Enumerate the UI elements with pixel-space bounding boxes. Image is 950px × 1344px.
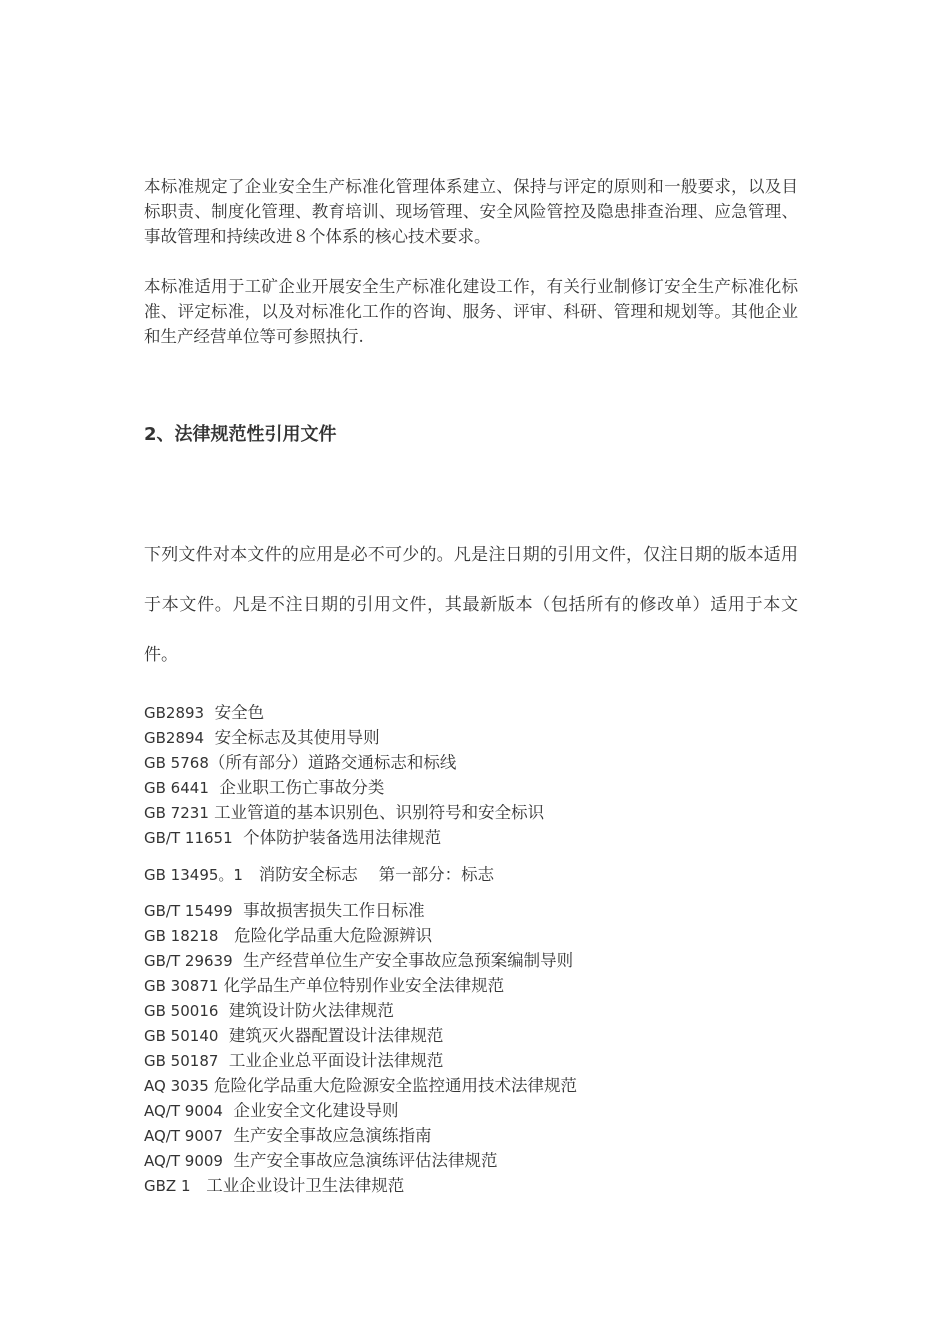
reference-item <box>144 998 804 1023</box>
reference-separator <box>233 828 244 847</box>
reference-code: GB 13495。1 <box>144 866 243 884</box>
reference-title: 安全标志及其使用导则 <box>214 728 380 747</box>
reference-title: 个体防护装备选用法律规范 <box>243 828 442 847</box>
reference-item <box>144 825 804 850</box>
reference-item <box>144 973 804 998</box>
reference-code: GB/T 11651 <box>144 829 233 847</box>
reference-title: （所有部分）道路交通标志和标线 <box>208 753 457 772</box>
reference-code: GB 30871 <box>144 977 219 995</box>
reference-item <box>144 1073 804 1098</box>
reference-list <box>144 700 804 1198</box>
reference-code: GB 18218 <box>144 927 219 945</box>
reference-title: 消防安全标志 第一部分：标志 <box>258 865 495 884</box>
reference-title: 企业职工伤亡事故分类 <box>219 778 385 797</box>
reference-item <box>144 775 804 800</box>
reference-title: 建筑设计防火法律规范 <box>228 1001 394 1020</box>
reference-code: AQ/T 9009 <box>144 1152 223 1170</box>
reference-separator <box>191 1176 207 1195</box>
reference-separator <box>223 1126 234 1145</box>
reference-separator <box>204 703 215 722</box>
reference-title: 生产安全事故应急演练指南 <box>233 1126 432 1145</box>
reference-item <box>144 700 804 725</box>
reference-title: 工业企业总平面设计法律规范 <box>228 1051 444 1070</box>
reference-code: AQ/T 9004 <box>144 1102 223 1120</box>
reference-item <box>144 1173 804 1198</box>
reference-title: 安全色 <box>214 703 265 722</box>
reference-separator <box>223 1101 234 1120</box>
section-intro-paragraph: 下列文件对本文件的应用是必不可少的。凡是注日期的引用文件，仅注日期的版本适用于本文件。凡是不注日期的引用文件，其最新版本（包括所有的修改单）适用于本文件。 <box>144 545 798 665</box>
reference-separator <box>233 951 244 970</box>
reference-item <box>144 1123 804 1148</box>
reference-separator <box>218 1001 229 1020</box>
reference-item <box>144 898 804 923</box>
reference-separator <box>233 901 244 920</box>
reference-code: GB 50140 <box>144 1027 219 1045</box>
reference-code: AQ/T 9007 <box>144 1127 223 1145</box>
reference-item <box>144 750 804 775</box>
reference-code: GB 50187 <box>144 1052 219 1070</box>
reference-title: 生产安全事故应急演练评估法律规范 <box>233 1151 498 1170</box>
reference-item <box>144 1148 804 1173</box>
reference-item <box>144 1098 804 1123</box>
reference-title: 危险化学品重大危险源安全监控通用技术法律规范 <box>214 1076 577 1095</box>
reference-separator <box>209 778 220 797</box>
reference-title: 工业企业设计卫生法律规范 <box>206 1176 405 1195</box>
reference-code: GB 6441 <box>144 779 209 797</box>
scope-paragraph: 本标准规定了企业安全生产标准化管理体系建立、保持与评定的原则和一般要求，以及目标职责、制度化管理、教育培训、现场管理、安全风险管控及隐患排查治理、应急管理、事故管理和持续改进８个体系的核心技术要求。 <box>144 177 798 246</box>
reference-title: 生产经营单位生产安全事故应急预案编制导则 <box>243 951 574 970</box>
reference-code: GB/T 29639 <box>144 952 233 970</box>
reference-separator <box>218 1051 229 1070</box>
reference-title: 事故损害损失工作日标准 <box>243 901 425 920</box>
reference-item <box>144 948 804 973</box>
reference-code: GB 7231 <box>144 804 209 822</box>
reference-title: 危险化学品重大危险源辨识 <box>234 926 433 945</box>
section-heading: 2、法律规范性引用文件 <box>144 424 337 445</box>
reference-code: GB2893 <box>144 704 205 722</box>
reference-code: GB/T 15499 <box>144 902 233 920</box>
reference-code: AQ 3035 <box>144 1077 209 1095</box>
reference-separator <box>223 1151 234 1170</box>
reference-title: 工业管道的基本识别色、识别符号和安全标识 <box>214 803 545 822</box>
reference-title: 企业安全文化建设导则 <box>233 1101 399 1120</box>
reference-code: GB 50016 <box>144 1002 219 1020</box>
reference-item <box>144 725 804 750</box>
reference-code: GB2894 <box>144 729 205 747</box>
reference-title: 化学品生产单位特别作业安全法律规范 <box>223 976 505 995</box>
reference-separator <box>218 926 234 945</box>
reference-item <box>144 923 804 948</box>
reference-item <box>144 862 804 887</box>
reference-title: 建筑灭火器配置设计法律规范 <box>228 1026 444 1045</box>
reference-item <box>144 1048 804 1073</box>
reference-item <box>144 1023 804 1048</box>
reference-separator <box>204 728 215 747</box>
reference-separator <box>243 865 259 884</box>
reference-separator <box>218 1026 229 1045</box>
applicability-paragraph: 本标准适用于工矿企业开展安全生产标准化建设工作，有关行业制修订安全生产标准化标准、评定标准，以及对标准化工作的咨询、服务、评审、科研、管理和规划等。其他企业和生产经营单位等可参照执行. <box>144 277 798 346</box>
reference-item <box>144 800 804 825</box>
reference-code: GBZ 1 <box>144 1177 191 1195</box>
reference-code: GB 5768 <box>144 754 209 772</box>
